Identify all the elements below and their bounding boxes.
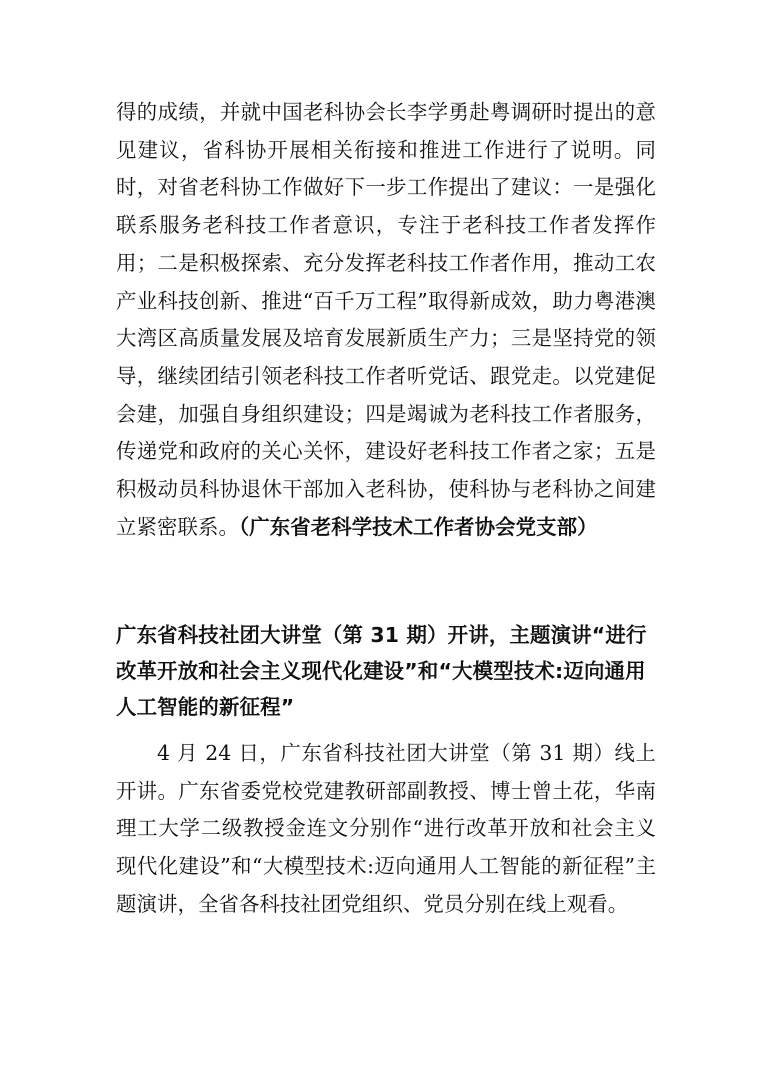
article-1-source: （广东省老科学技术工作者协会党支部） <box>238 514 598 539</box>
article-1-body-text: 得的成绩，并就中国老科协会长李学勇赴粤调研时提出的意见建议，省科协开展相关衔接和推进工作进行了说明。同时，对省老科协工作做好下一步工作提出了建议：一是强化联系服务老科技工作者意识，专注于老科技工作者发挥作用；二是积极探索、充分发挥老科技工作者作用，推动工农产业科技创新、推进“百千万工程”取得新成效，助力粤港澳大湾区高质量发展及培育发展新质生产力；三是坚持党的领导，继续团结引领老科技工作者听党话、跟党走。以党建促会建，加强自身组织建设；四是竭诚为老科技工作者服务，传递党和政府的关心关怀，建设好老科技工作者之家；五是积极动员科协退休干部加入老科协，使科协与老科协之间建立紧密联系。 <box>116 100 656 539</box>
article-2-paragraph: 4 月 24 日，广东省科技社团大讲堂（第 31 期）线上开讲。广东省委党校党建教研部副教授、博士曾土花，华南理工大学二级教授金连文分别作“进行改革开放和社会主义现代化建设”和“大模型技术:迈向通用人工智能的新征程”主题演讲，全省各科技社团党组织、党员分别在线上观看。 <box>116 741 656 916</box>
article-2-title: 广东省科技社团大讲堂（第 31 期）开讲，主题演讲“进行改革开放和社会主义现代化建设”和“大模型技术:迈向通用人工智能的新征程” <box>116 623 647 719</box>
article-1-paragraph <box>116 94 656 546</box>
